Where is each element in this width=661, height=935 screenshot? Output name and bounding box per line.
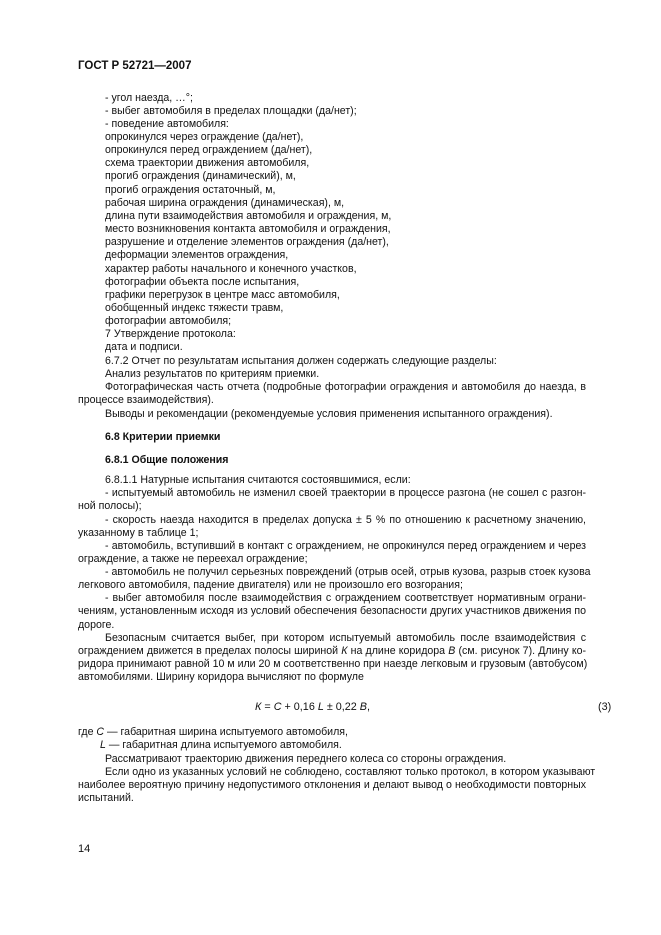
document-header: ГОСТ Р 52721—2007	[78, 60, 192, 72]
paragraph-line: испытаний.	[78, 792, 134, 804]
page-number: 14	[78, 843, 91, 855]
formula-explanation: L — габаритная длина испытуемого автомобиля.	[100, 739, 342, 751]
paragraph-line: наиболее вероятную причину недопустимого отклонения и делают вывод о необходимости повторных	[78, 779, 586, 791]
list-item: - скорость наезда находится в пределах допуска ± 5 % по отношению к расчетному значению,	[105, 514, 586, 526]
list-item: обобщенный индекс тяжести травм,	[105, 302, 284, 314]
list-item: фотографии автомобиля;	[105, 315, 232, 327]
list-item: прогиб ограждения (динамический), м,	[105, 170, 296, 182]
paragraph-line: ограждением движется в пределах полосы шириной К на длине коридора В (см. рисунок 7). Длину ко-	[78, 645, 586, 657]
list-item: схема траектории движения автомобиля,	[105, 157, 310, 169]
formula: К = С + 0,16 L ± 0,22 В,	[255, 701, 370, 713]
list-item: место возникновения контакта автомобиля и ограждения,	[105, 223, 391, 235]
list-item: длина пути взаимодействия автомобиля и ограждения, м,	[105, 210, 392, 222]
paragraph-line: ридора принимают равной 10 м или 20 м соответственно при наезде легковым и грузовым (автобусом)	[78, 658, 588, 670]
list-item-continuation: дороге.	[78, 619, 115, 631]
paragraph: Фотографическая часть отчета (подробные фотографии ограждения и автомобиля до наезда, в	[105, 381, 586, 393]
list-item-continuation: чениям, установленным исходя из условий обеспечения безопасности других участников движения по	[78, 605, 586, 617]
list-item-continuation: ограждение, а также не переехал ограждение;	[78, 553, 308, 565]
list-item: графики перегрузок в центре масс автомобиля,	[105, 289, 340, 301]
list-item: опрокинулся перед ограждением (да/нет),	[105, 144, 313, 156]
section-heading: 6.8 Критерии приемки	[105, 431, 221, 443]
list-item: - угол наезда, …°;	[105, 92, 193, 104]
paragraph: Рассматривают траекторию движения переднего колеса со стороны ограждения.	[105, 753, 507, 765]
list-item: фотографии объекта после испытания,	[105, 276, 300, 288]
subsection-heading: 6.8.1 Общие положения	[105, 454, 229, 466]
list-item-continuation: легкового автомобиля, падение двигателя) или не произошло его возгорания;	[78, 579, 463, 591]
symbol-B: В	[448, 645, 456, 657]
paragraph: Безопасным считается выбег, при котором испытуемый автомобиль после взаимодействия с	[105, 632, 586, 644]
list-item: рабочая ширина ограждения (динамическая), м,	[105, 197, 345, 209]
list-item: - поведение автомобиля:	[105, 118, 229, 130]
paragraph: Анализ результатов по критериям приемки.	[105, 368, 320, 380]
list-item: - выбег автомобиля после взаимодействия с ограждением соответствует нормативным ограни-	[105, 592, 586, 604]
list-item: разрушение и отделение элементов ограждения (да/нет),	[105, 236, 389, 248]
list-item: характер работы начального и конечного участков,	[105, 263, 357, 275]
paragraph-line: автомобилями. Ширину коридора вычисляют по формуле	[78, 671, 364, 683]
list-item: прогиб ограждения остаточный, м,	[105, 184, 276, 196]
paragraph: 6.8.1.1 Натурные испытания считаются состоявшимися, если:	[105, 474, 411, 486]
formula-number: (3)	[598, 701, 612, 713]
paragraph: Выводы и рекомендации (рекомендуемые условия применения испытанного ограждения).	[105, 408, 553, 420]
paragraph: Если одно из указанных условий не соблюдено, составляют только протокол, в котором указывают	[105, 766, 596, 778]
symbol-K: К	[341, 645, 348, 657]
list-item: - выбег автомобиля в пределах площадки (да/нет);	[105, 105, 357, 117]
paragraph: 6.7.2 Отчет по результатам испытания должен содержать следующие разделы:	[105, 355, 497, 367]
list-item: дата и подписи.	[105, 341, 183, 353]
list-item: - автомобиль, вступивший в контакт с ограждением, не опрокинулся перед ограждением и через	[105, 540, 586, 552]
list-item: - автомобиль не получил серьезных повреждений (отрыв осей, отрыв кузова, разрыв стоек кузова	[105, 566, 591, 578]
list-item-continuation: указанному в таблице 1;	[78, 527, 199, 539]
list-item-continuation: ной полосы);	[78, 500, 142, 512]
list-item: 7 Утверждение протокола:	[105, 328, 236, 340]
paragraph-continuation: процессе взаимодействия).	[78, 394, 214, 406]
list-item: опрокинулся через ограждение (да/нет),	[105, 131, 304, 143]
list-item: - испытуемый автомобиль не изменил своей траектории в процессе разгона (не сошел с разгон-	[105, 487, 586, 499]
list-item: деформации элементов ограждения,	[105, 249, 289, 261]
formula-explanation: где С — габаритная ширина испытуемого автомобиля,	[78, 726, 348, 738]
